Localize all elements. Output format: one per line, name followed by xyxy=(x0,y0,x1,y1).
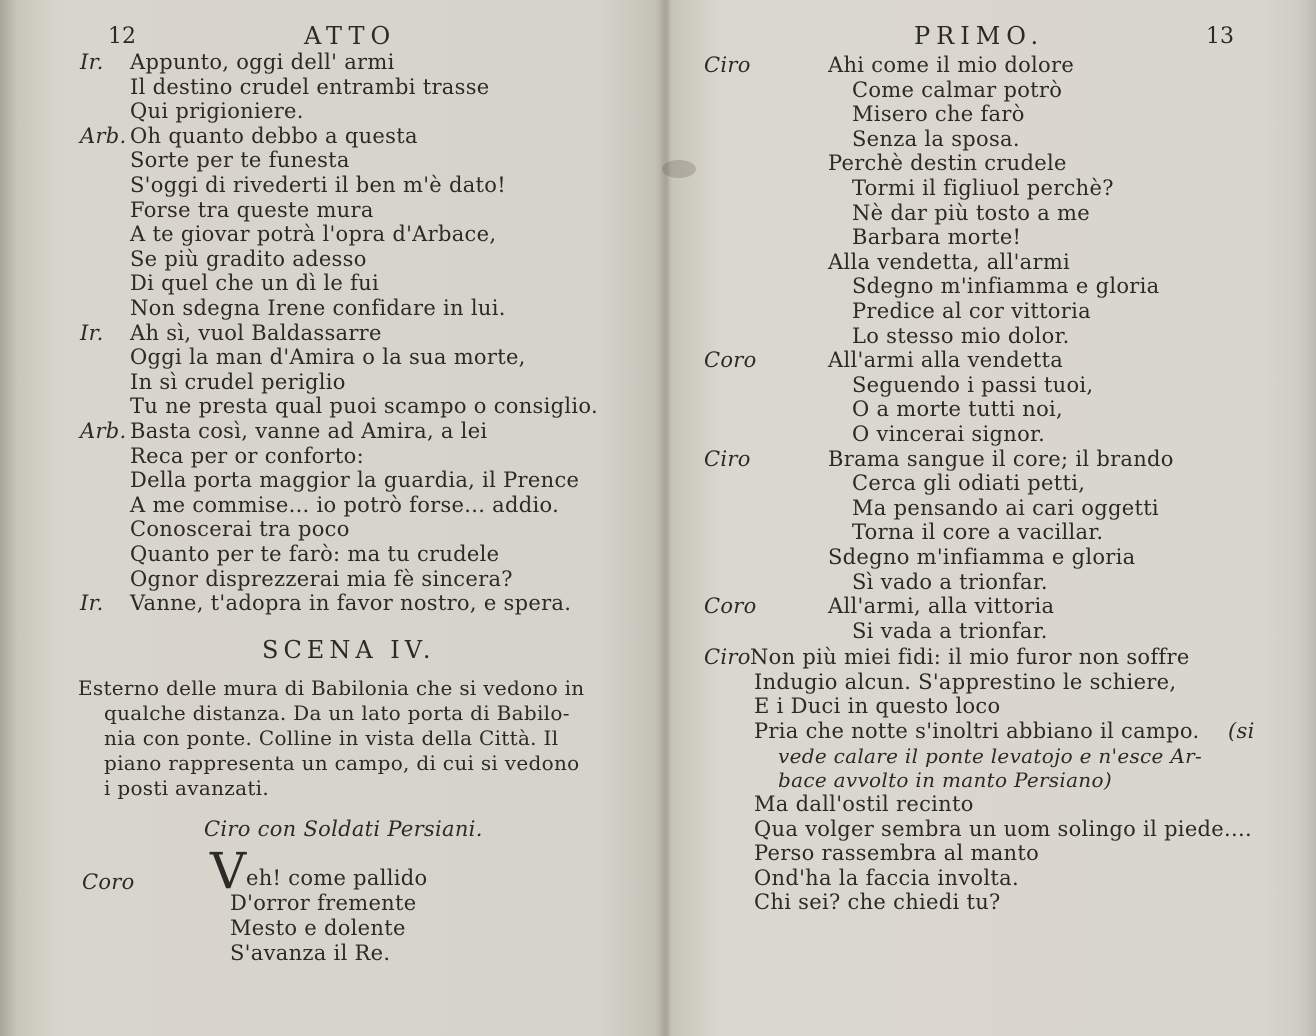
recitative-line: Indugio alcun. S'apprestino le schiere, xyxy=(754,669,1177,694)
verse-line: A te giovar potrà l'opra d'Arbace, xyxy=(130,222,497,247)
speaker-label: Ciro xyxy=(704,53,751,77)
verse-line: In sì crudel periglio xyxy=(130,369,346,394)
speaker-label: Arb. xyxy=(80,419,127,443)
verse-line: Brama sangue il core; il brando xyxy=(828,446,1174,471)
verse-line: Sdegno m'infiamma e gloria xyxy=(828,545,1136,569)
verse-line: Misero che farò xyxy=(852,102,1025,127)
verse-line: Perchè destin crudele xyxy=(828,151,1067,176)
speaker-label: Coro xyxy=(704,594,757,619)
verse-line: Se più gradito adesso xyxy=(130,246,367,271)
closing-line: Qua volger sembra un uom solingo il piede.... xyxy=(754,816,1252,841)
recitative-line: Non più miei fidi: il mio furor non soffre xyxy=(750,645,1190,669)
closing-line: Chi sei? che chiedi tu? xyxy=(754,890,1001,915)
verse-line: Appunto, oggi dell' armi xyxy=(130,50,395,74)
verse-line: Qui prigioniere. xyxy=(130,99,304,124)
verse-line: Di quel che un dì le fui xyxy=(130,271,379,296)
right-page xyxy=(672,0,1316,1036)
description-line: Esterno delle mura di Babilonia che si vedono in xyxy=(78,676,585,700)
closing-line: Perso rassembra al manto xyxy=(754,841,1040,866)
scene-heading: SCENA IV. xyxy=(262,636,436,664)
stage-direction-line: (si xyxy=(1228,719,1255,743)
verse-line: Nè dar più tosto a me xyxy=(852,200,1090,225)
verse-line: Ognor disprezzerai mia fè sincera? xyxy=(130,566,513,591)
verse-line: Lo stesso mio dolor. xyxy=(852,323,1070,348)
verse-line: Oggi la man d'Amira o la sua morte, xyxy=(130,345,526,370)
verse-line: Della porta maggior la guardia, il Prence xyxy=(130,468,580,493)
verse-line: All'armi alla vendetta xyxy=(828,348,1064,373)
verse-line: Vanne, t'adopra in favor nostro, e spera. xyxy=(130,591,572,616)
stage-direction-line: bace avvolto in manto Persiano) xyxy=(778,768,1112,792)
verse-line: Ahi come il mio dolore xyxy=(828,53,1075,77)
description-line: qualche distanza. Da un lato porta di Babilo- xyxy=(104,701,570,725)
page-number-right: 13 xyxy=(1206,24,1234,49)
verse-line: Oh quanto debbo a questa xyxy=(130,123,418,148)
recitative-speaker: Ciro xyxy=(704,645,751,669)
verse-line: Si vada a trionfar. xyxy=(852,618,1048,643)
verse-line: Conoscerai tra poco xyxy=(130,517,350,542)
verse-line: Torna il core a vacillar. xyxy=(852,520,1104,545)
coro-line: eh! come pallido xyxy=(246,866,428,890)
character-list: Ciro con Soldati Persiani. xyxy=(204,817,483,841)
verse-line: Quanto per te farò: ma tu crudele xyxy=(130,542,500,566)
verse-line: Predice al cor vittoria xyxy=(852,299,1091,323)
verse-line: Ah sì, vuol Baldassarre xyxy=(130,320,382,345)
verse-line: Il destino crudel entrambi trasse xyxy=(130,74,490,99)
description-line: piano rappresenta un campo, di cui si vedono xyxy=(104,751,580,775)
closing-line: Ma dall'ostil recinto xyxy=(754,792,974,816)
book-gutter xyxy=(660,0,672,1036)
verse-line: Alla vendetta, all'armi xyxy=(828,249,1071,274)
verse-line: Tu ne presta qual puoi scampo o consiglio. xyxy=(130,394,598,419)
verse-line: Non sdegna Irene confidare in lui. xyxy=(130,296,506,320)
verse-line: Basta così, vanne ad Amira, a lei xyxy=(130,419,488,443)
verse-line: O a morte tutti noi, xyxy=(852,397,1064,422)
speaker-label: Ir. xyxy=(80,591,104,616)
recitative-line: E i Duci in questo loco xyxy=(754,694,1001,719)
coro-line: S'avanza il Re. xyxy=(230,941,391,965)
verse-line: Come calmar potrò xyxy=(852,77,1063,102)
running-head-right: PRIMO. xyxy=(914,22,1045,50)
verse-line: Sdegno m'infiamma e gloria xyxy=(852,274,1160,299)
coro-speaker: Coro xyxy=(82,870,135,894)
coro-line: D'orror fremente xyxy=(230,891,417,915)
speaker-label: Arb. xyxy=(80,123,127,148)
page-number-left: 12 xyxy=(108,24,136,49)
verse-line: Sì vado a trionfar. xyxy=(852,569,1048,594)
verse-line: S'oggi di rivederti il ben m'è dato! xyxy=(130,173,506,197)
verse-line: Forse tra queste mura xyxy=(130,197,374,222)
stage-direction-line: vede calare il ponte levatojo e n'esce Ar- xyxy=(778,744,1202,768)
speaker-label: Ciro xyxy=(704,446,751,471)
description-line: i posti avanzati. xyxy=(104,776,270,800)
speaker-label: Ir. xyxy=(80,320,104,345)
verse-line: Reca per or conforto: xyxy=(130,443,364,468)
running-head-left: ATTO xyxy=(304,22,397,50)
description-line: nia con ponte. Colline in vista della Città. Il xyxy=(104,726,559,750)
verse-line: Barbara morte! xyxy=(852,225,1022,250)
drop-cap: V xyxy=(210,842,247,900)
verse-line: Cerca gli odiati petti, xyxy=(852,471,1086,496)
speaker-label: Ir. xyxy=(80,50,104,74)
verse-line: All'armi, alla vittoria xyxy=(828,594,1055,619)
verse-line: Seguendo i passi tuoi, xyxy=(852,372,1094,397)
verse-line: Senza la sposa. xyxy=(852,126,1020,151)
verse-line: A me commise... io potrò forse... addio. xyxy=(130,492,560,517)
closing-line: Ond'ha la faccia involta. xyxy=(754,865,1019,890)
verse-line: O vincerai signor. xyxy=(852,422,1046,446)
verse-line: Ma pensando ai cari oggetti xyxy=(852,495,1159,520)
coro-line: Mesto e dolente xyxy=(230,916,406,940)
verse-line: Sorte per te funesta xyxy=(130,148,350,173)
speaker-label: Coro xyxy=(704,348,757,373)
recitative-line: Pria che notte s'inoltri abbiano il campo. xyxy=(754,718,1200,743)
verse-line: Tormi il figliuol perchè? xyxy=(852,176,1114,200)
